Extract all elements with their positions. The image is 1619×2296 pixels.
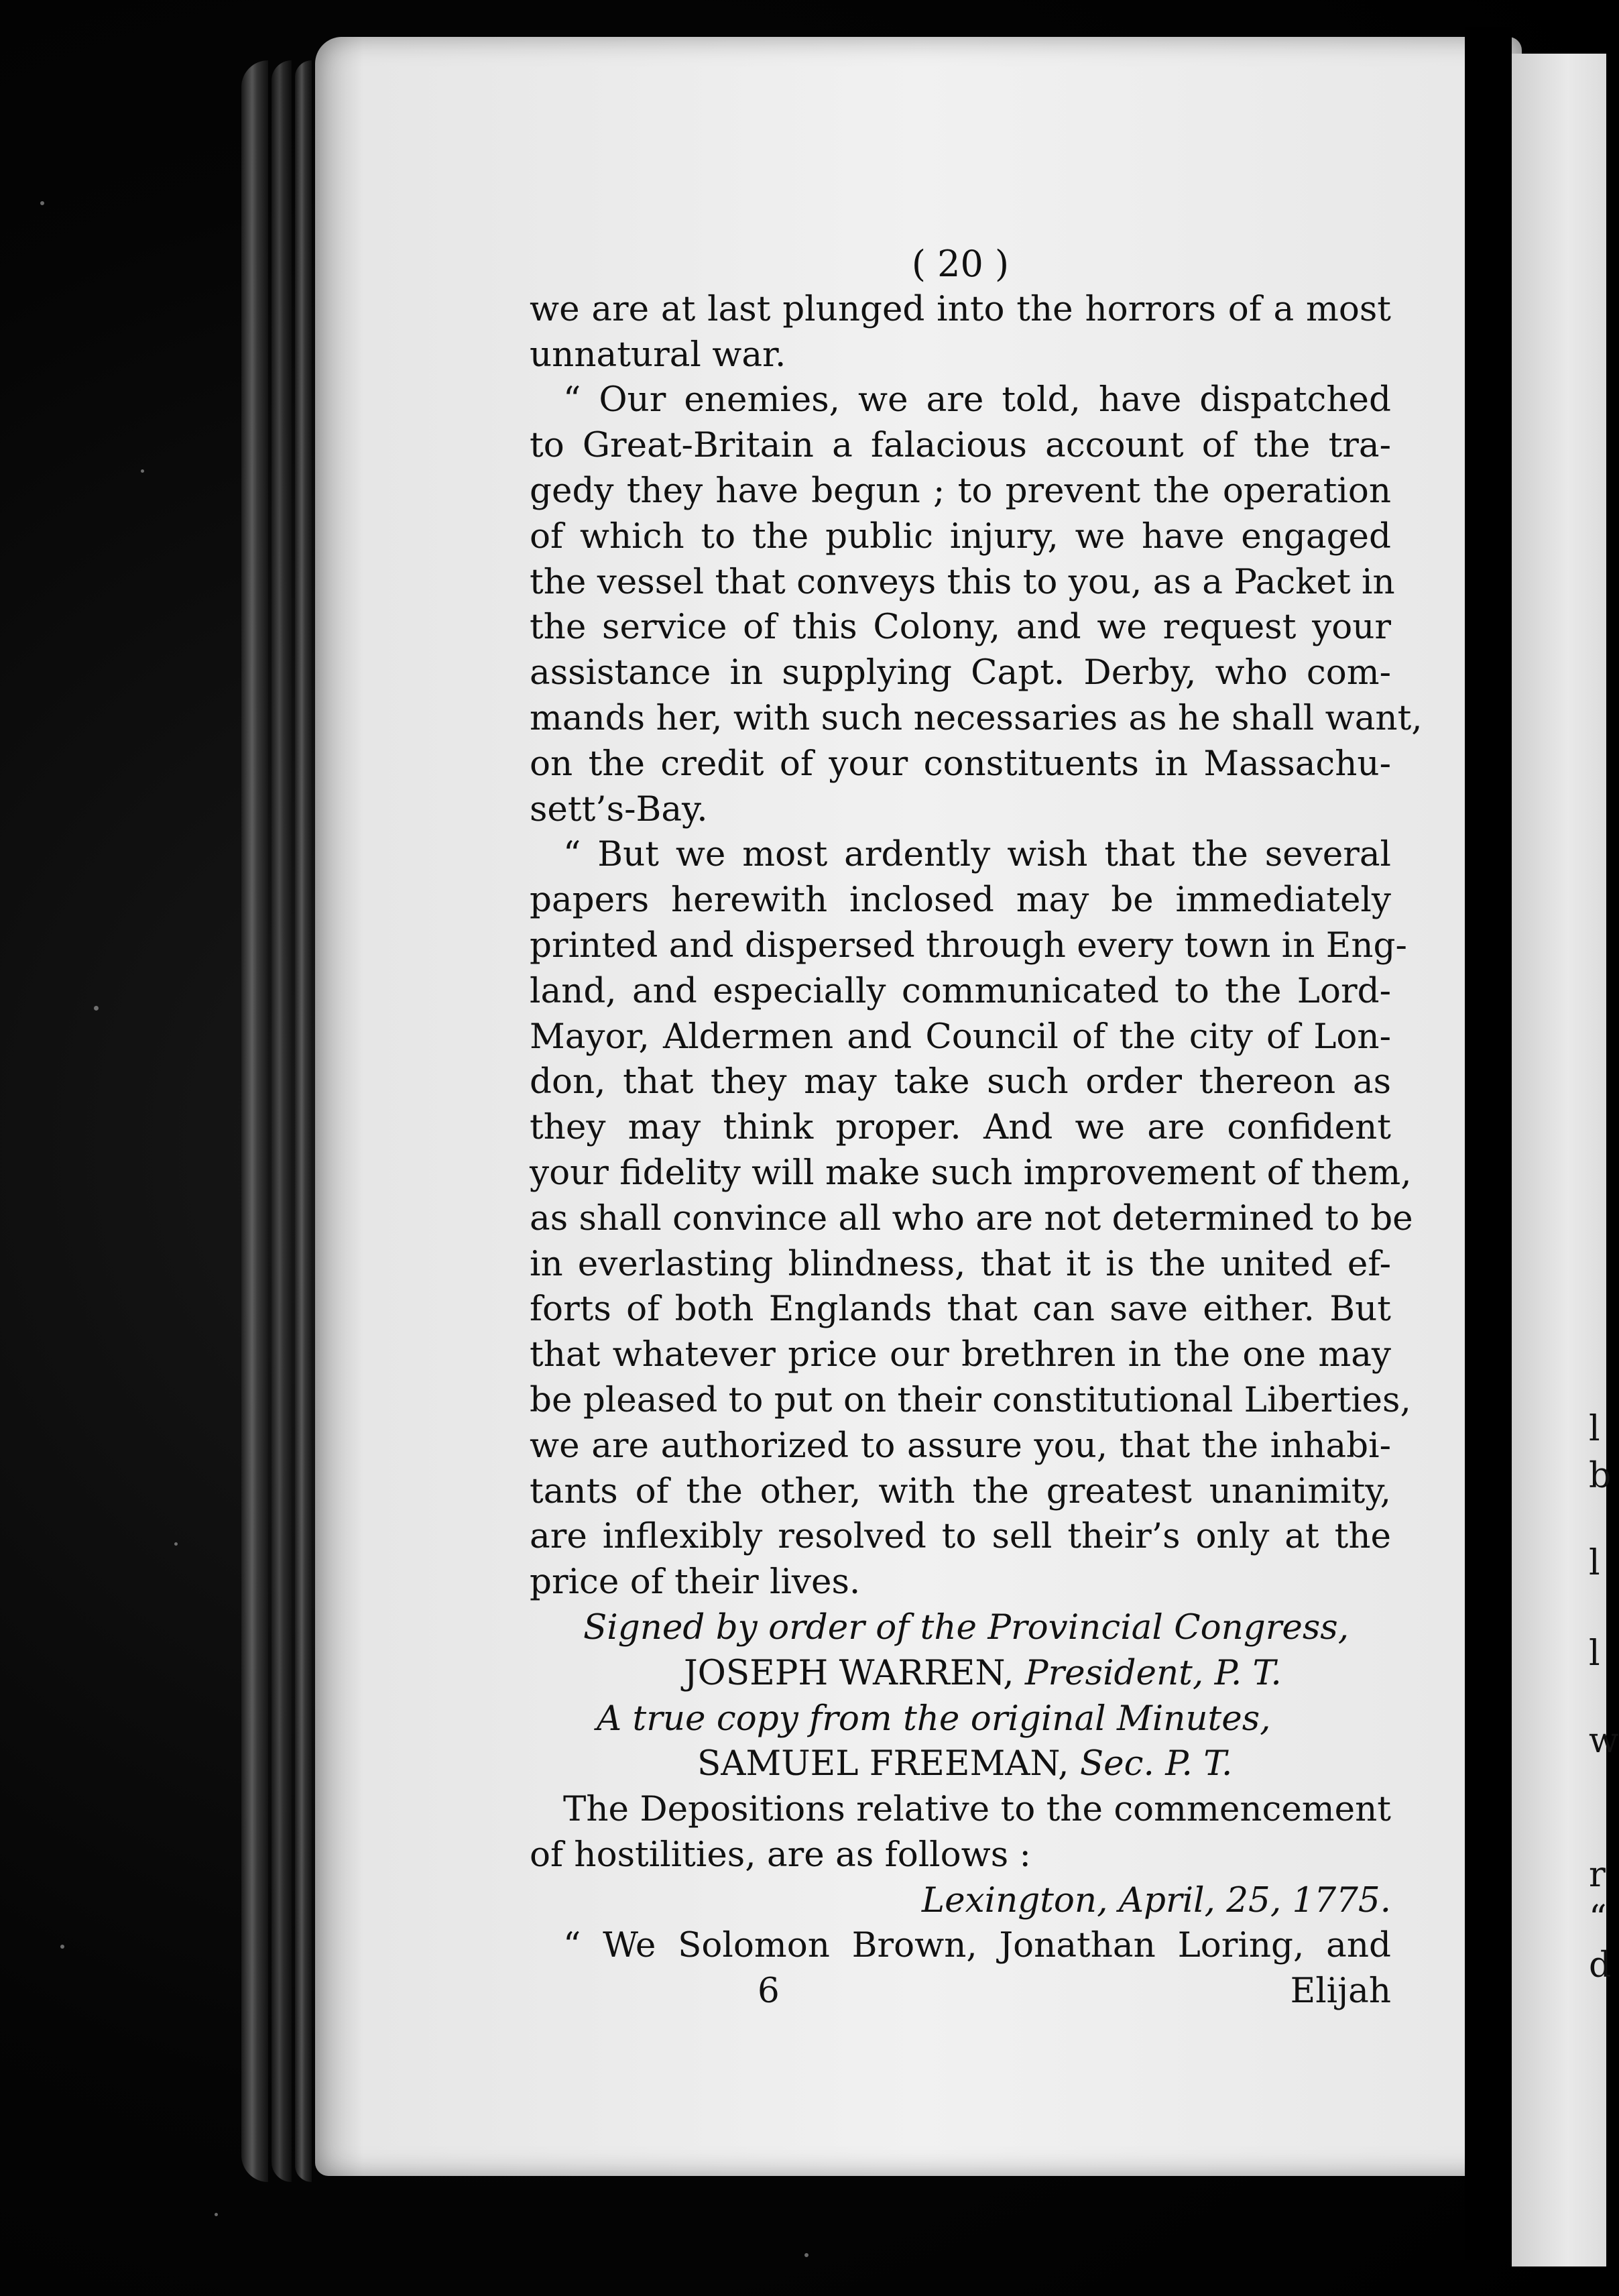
book-gutter: [1465, 27, 1512, 2260]
page-edge: [272, 60, 292, 2182]
text-line: unnatural war.: [530, 334, 786, 375]
text-line: sett’s-Bay.: [530, 789, 708, 829]
text-line: tants of the other, with the greatest unanimity,: [530, 1471, 1391, 1511]
warren-title: President, P. T.: [1024, 1652, 1282, 1693]
text-line: are inflexibly resolved to sell their’s only at the: [530, 1516, 1391, 1557]
depositions-line: of hostilities, are as follows :: [530, 1834, 1031, 1875]
text-line: of which to the public injury, we have engaged: [530, 516, 1391, 557]
text-line: “ Our enemies, we are told, have dispatched: [563, 380, 1391, 420]
text-line: price of their lives.: [530, 1562, 861, 1603]
dust-speck: [60, 1945, 64, 1949]
depositions-line: The Depositions relative to the commencement: [563, 1789, 1391, 1830]
page-text: [530, 241, 1423, 2014]
text-line: “ We Solomon Brown, Jonathan Loring, and: [563, 1925, 1391, 1966]
text-line: on the credit of your constituents in Massachu-: [530, 743, 1391, 784]
text-line: land, and especially communicated to the Lord-: [530, 970, 1391, 1011]
text-line: the service of this Colony, and we request your: [530, 607, 1391, 648]
dust-speck: [215, 2213, 218, 2216]
warren-name: JOSEPH WARREN,: [684, 1652, 1014, 1693]
text-line: we are authorized to assure you, that the inhabi-: [530, 1425, 1391, 1466]
text-line: gedy they have begun ; to prevent the operation: [530, 470, 1391, 511]
text-line: they may think proper. And we are confident: [530, 1107, 1391, 1148]
text-line: we are at last plunged into the horrors of a most: [530, 288, 1391, 329]
text-line: mands her, with such necessaries as he shall want,: [530, 697, 1423, 738]
facing-page-letter: b: [1589, 1456, 1612, 1496]
text-line: forts of both Englands that can save either. But: [530, 1289, 1391, 1330]
text-line: printed and dispersed through every town in Eng-: [530, 925, 1407, 966]
text-line: “ But we most ardently wish that the several: [563, 834, 1391, 875]
text-line: be pleased to put on their constitutional Liberties,: [530, 1379, 1411, 1420]
dust-speck: [174, 1542, 178, 1546]
warren-signature-line: [530, 1651, 1391, 1697]
facing-page-letter: l: [1589, 1633, 1600, 1674]
dust-speck: [804, 2253, 808, 2257]
dust-speck: [94, 1006, 99, 1011]
freeman-title: Sec. P. T.: [1079, 1743, 1233, 1784]
page-number-header: ( 20 ): [911, 243, 1010, 285]
signed-by-line: Signed by order of the Provincial Congress,: [583, 1607, 1350, 1648]
signature-mark: 6: [758, 1971, 780, 2012]
facing-page-letter: l: [1589, 1543, 1600, 1583]
facing-page-letter: d: [1589, 1945, 1612, 1986]
facing-page-letter: l: [1589, 1409, 1600, 1449]
text-line: your fidelity will make such improvement of them,: [530, 1152, 1412, 1193]
text-line: as shall convince all who are not determined to be: [530, 1198, 1413, 1239]
dust-speck: [141, 469, 144, 473]
dateline: Lexington, April, 25, 1775.: [921, 1880, 1391, 1920]
text-line: don, that they may take such order thereon as: [530, 1061, 1391, 1102]
text-line: papers herewith inclosed may be immediately: [530, 880, 1391, 921]
freeman-name: SAMUEL FREEMAN,: [697, 1743, 1069, 1784]
text-line: that whatever price our brethren in the one may: [530, 1334, 1391, 1375]
dust-speck: [40, 201, 44, 205]
facing-page-letter: “: [1589, 1898, 1607, 1939]
freeman-signature-line: [530, 1741, 1391, 1787]
text-line: to Great-Britain a falacious account of the tra-: [530, 425, 1391, 466]
true-copy-line: A true copy from the original Minutes,: [597, 1698, 1271, 1739]
facing-page-letter: r: [1589, 1855, 1606, 1895]
text-line: the vessel that conveys this to you, as a Packet in: [530, 561, 1395, 602]
page-edge: [241, 60, 268, 2182]
text-line: in everlasting blindness, that it is the united ef-: [530, 1243, 1391, 1284]
page-footer: [530, 1969, 1391, 2014]
text-line: Mayor, Aldermen and Council of the city of Lon-: [530, 1016, 1391, 1057]
facing-page-letter: w: [1589, 1721, 1619, 1761]
catchword: Elijah: [1290, 1971, 1391, 2012]
text-line: assistance in supplying Capt. Derby, who com-: [530, 652, 1391, 693]
page-edge: [295, 60, 312, 2182]
